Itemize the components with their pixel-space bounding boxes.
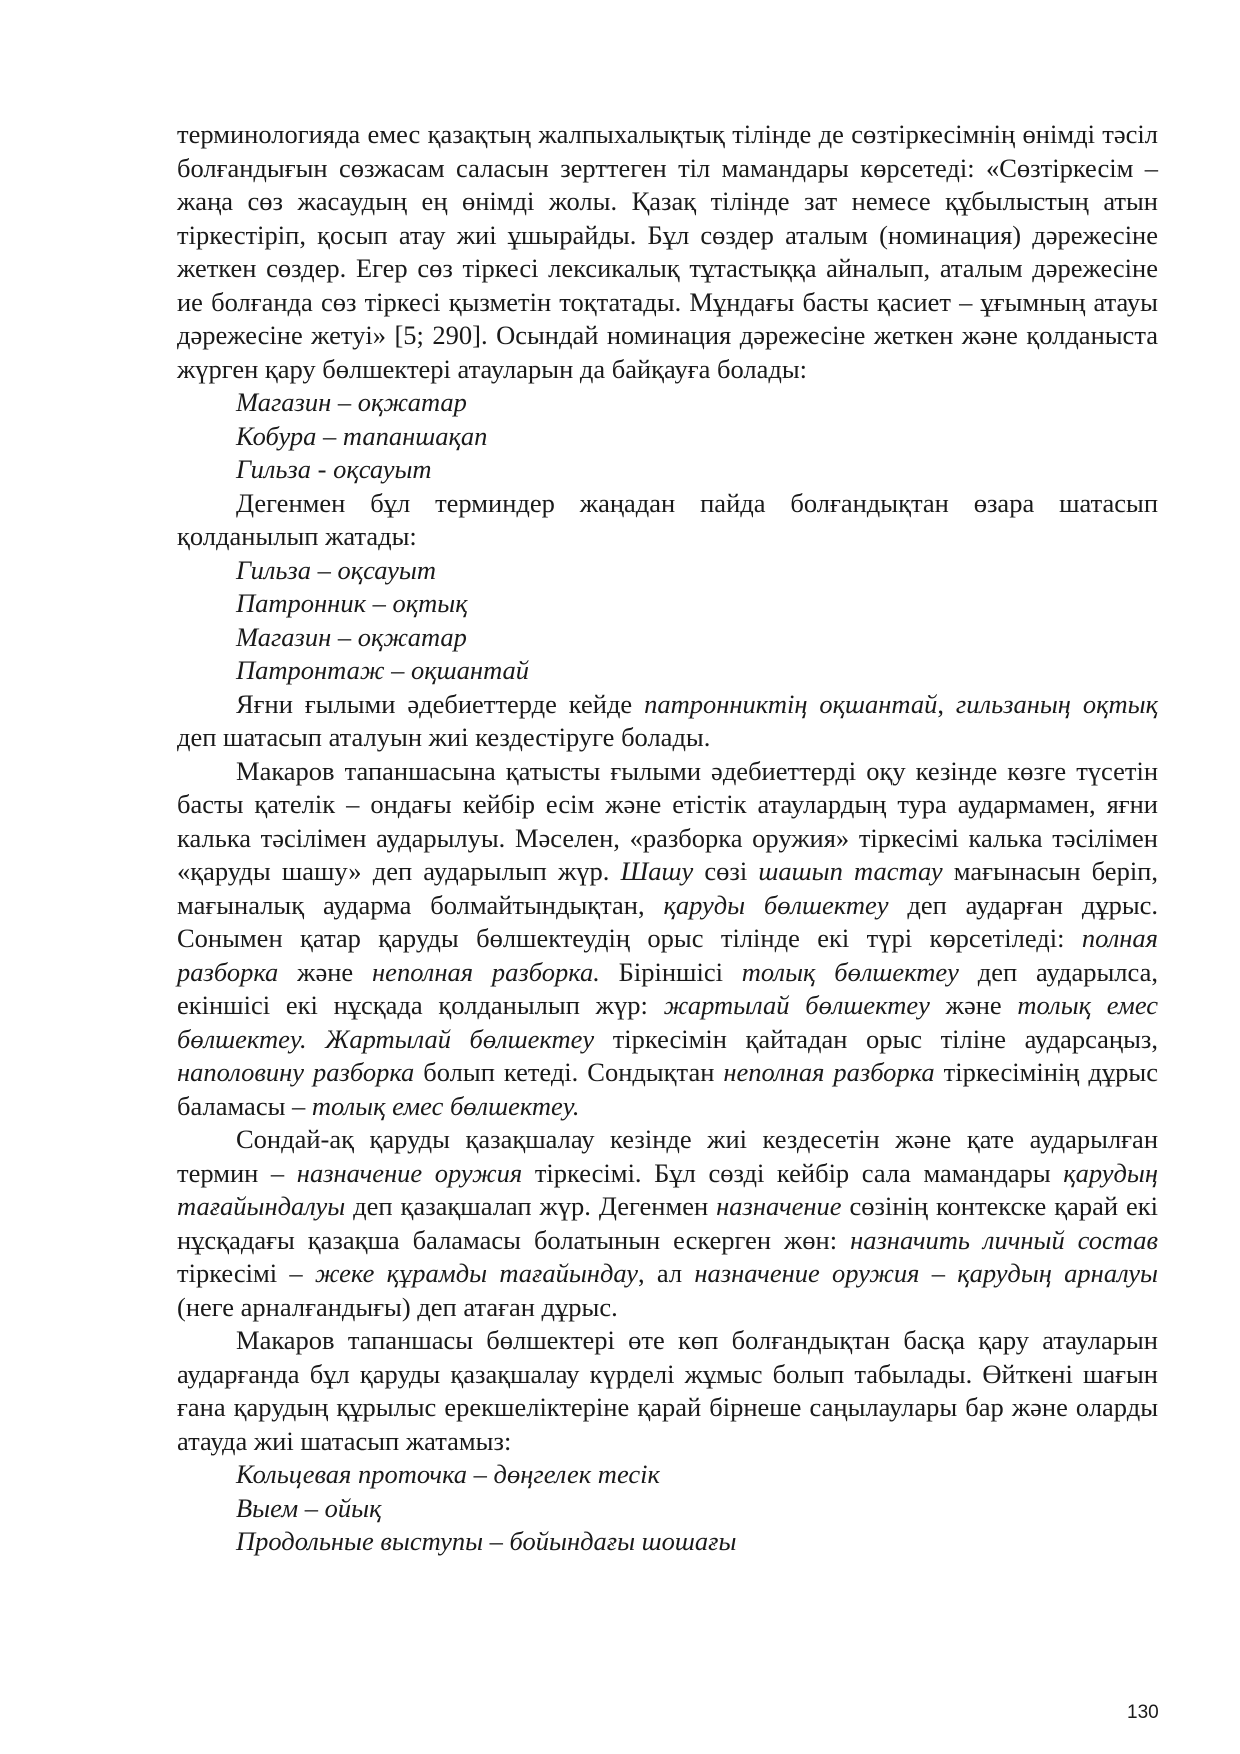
italic-term: толық емес бөлшектеу. [311,1090,580,1121]
example-item: Магазин – оқжатар [236,621,467,652]
text-run: Яғни ғылыми әдебиеттерде кейде [236,688,645,719]
italic-term: қарудың тағайындалуы [177,1157,1158,1221]
italic-term: жеке құрамды тағайындау [314,1258,639,1288]
example-item: Продольные выступы – бойындағы шошағы [236,1526,737,1556]
paragraph-1 [177,118,1158,386]
text-run: тіркесімі. Бұл сөзді кейбір сала мамандары [522,1157,1064,1188]
text-run: болып кетеді. Сондықтан [414,1057,724,1087]
text-run: Біріншісі [599,956,742,987]
text-run: деп аударылса, екіншісі екі нұсқада қолданылып жүр: [177,956,1159,1020]
text-run: , ал [638,1258,695,1288]
page-number: 130 [1127,1702,1159,1723]
text-run: Макаров тапаншасы бөлшектері өте көп болғандықтан басқа қару атауларын аударғанда бұл қаруды қазақшалау күрделі жұмыс болып табылады. Өйткені шағын ғана қарудың құрылыс ерекшеліктеріне қарай бірнеше саңылаулары бар және оларды атауда жиі шатасып жатамыз: [177,1325,1158,1456]
text-run: терминологияда емес қазақтың жалпыхалықтық тілінде де сөзтіркесімнің өнімді тәсіл болғандығын сөзжасам саласын зерттеген тіл мамандары көрсетеді: «Сөзтіркесім – жаңа сөз жасаудың ең өнімді жолы. Қазақ тілінде зат немесе құбылыстың атын тіркестіріп, қосып атау жиі ұшырайды. Бұл сөздер аталым (номинация) дәрежесіне жеткен сөздер. Егер сөз тіркесі лексикалық тұтастыққа айналып, аталым дәрежесіне ие болғанда сөз тіркесі қызметін тоқтатады. Мұндағы басты қасиет – ұғымның атауы дәрежесіне жетуі» [5; 290]. Осындай номинация дәрежесіне жеткен және қолданыста жүрген қару бөлшектері атауларын да байқауға болады: [177,119,1158,384]
example-item: Кольцевая проточка – дөңгелек тесік [236,1459,660,1489]
italic-term: жартылай бөлшектеу [663,990,930,1020]
text-run: мағынасын беріп, мағыналық аударма болмайтындықтан, [177,856,1158,920]
paragraph-6 [177,1324,1158,1458]
italic-term: наполовину разборка [177,1057,415,1087]
example-item: Кобура – тапаншақап [236,420,488,451]
italic-term: неполная разборка. [372,956,600,987]
italic-term: қаруды бөлшектеу [663,889,889,920]
italic-term: назначение оружия – қарудың арналуы [694,1258,1158,1288]
italic-term: полная разборка [177,923,1158,987]
text-run: Сондай-ақ қаруды қазақшалау кезінде жиі кездесетін және қате аударылған термин – [177,1124,1158,1188]
italic-term: патронниктің оқшантай [644,688,938,719]
text-run: Макаров тапаншасына қатысты ғылыми әдебиеттерді оқу кезінде көзге түсетін басты қателік – ондағы кейбір есім және етістік атаулардың тура аудармамен, яғни калька тәсілімен аударылуы. Мәселен, «разборка оружия» тіркесімі калька тәсілімен «қаруды шашу» деп аударылып жүр. [177,755,1158,886]
italic-term: толық бөлшектеу [741,956,959,987]
text-run: Дегенмен бұл терминдер жаңадан пайда болғандықтан өзара шатасып қолданылып жатады: [177,487,1158,551]
text-run: деп аударған дұрыс. Сонымен қатар қаруды бөлшектеудің орыс тілінде екі түрі көрсетіледі: [177,889,1159,953]
paragraph-4 [177,755,1158,1124]
document-page [177,118,1158,1559]
example-item: Магазин – оқжатар [236,387,467,417]
paragraph-3 [177,688,1158,755]
example-item: Гильза - оқсауыт [236,454,432,484]
example-item: Выем – ойық [236,1492,382,1523]
text-run: сөзінің контекске қарай екі нұсқадағы қазақша баламасы болатынын ескерген жөн: [177,1191,1158,1255]
text-run: деп шатасып аталуын жиі кездестіруге болады. [177,722,711,752]
text-run: және [278,956,373,987]
text-run: тіркесімін қайтадан орыс тіліне аударсаңыз, [594,1023,1159,1054]
italic-term: толық емес бөлшектеу. Жартылай бөлшектеу [177,990,1158,1054]
text-run: сөзі [693,856,759,886]
italic-term: неполная разборка [723,1057,935,1087]
text-run: тіркесімі – [177,1258,315,1288]
italic-term: назначить личный состав [850,1224,1158,1255]
italic-term: Шашу [620,856,694,886]
text-run: , [937,688,956,719]
text-run: (неге арналғандығы) деп атаған дұрыс. [177,1291,618,1322]
text-run: және [929,990,1018,1020]
text-run: деп қазақшалап жүр. Дегенмен [345,1191,717,1221]
italic-term: гильзаның оқтық [955,688,1158,719]
text-run: тіркесімінің дұрыс баламасы – [177,1057,1158,1121]
example-item: Патронник – оқтық [236,588,468,618]
italic-term: шашып тастау [758,856,943,886]
italic-term: назначение [716,1191,842,1221]
paragraph-5 [177,1123,1158,1324]
paragraph-2 [177,487,1158,554]
example-item: Патронтаж – оқшантай [236,655,530,685]
example-item: Гильза – оқсауыт [236,554,436,585]
italic-term: назначение оружия [296,1157,523,1188]
